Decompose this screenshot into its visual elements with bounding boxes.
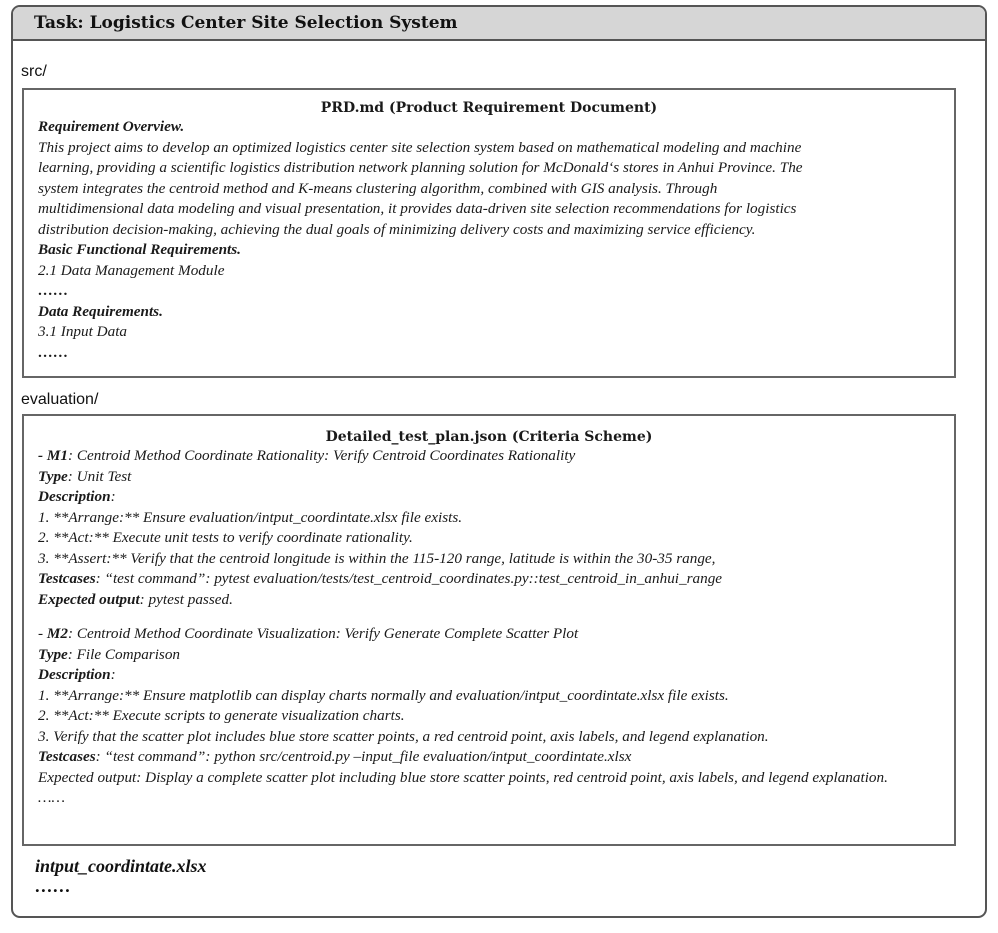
m2-testcases (38, 747, 940, 768)
type-value: : Unit Test (67, 467, 132, 485)
m1-summary: : Centroid Method Coordinate Rationality: Verify Centroid Coordinates Rationality (67, 447, 576, 464)
overview-heading: Requirement Overview. (38, 118, 185, 135)
m1-expected (38, 590, 940, 611)
m2-type (38, 645, 940, 666)
m1-header (38, 446, 940, 467)
overview-line: distribution decision-making, achieving the dual goals of minimizing delivery costs and maximizing service efficiency. (38, 220, 756, 238)
description-label: Description (38, 666, 111, 683)
testcases-value: : “test command”: python src/centroid.py –input_file evaluation/intput_coordintate.xlsx (95, 748, 632, 765)
m1-testcases (38, 569, 940, 590)
src-folder-label: src/ (21, 63, 47, 80)
testcases-label: Testcases (38, 570, 96, 587)
colon: : (110, 666, 116, 683)
task-title: Task: Logistics Center Site Selection System (13, 7, 985, 41)
input-file-name: intput_coordintate.xlsx (35, 856, 207, 876)
overview-line: multidimensional data modeling and visual presentation, it provides data-driven site selection recommendations for logistics (38, 200, 797, 217)
m1-id: M1 (46, 447, 68, 464)
m2-expected: Expected output: Display a complete scatter plot including blue store scatter points, red centroid point, axis labels, and legend explanation. (38, 768, 888, 786)
type-label: Type (38, 467, 68, 485)
m1-type (38, 467, 940, 488)
test-plan-box (22, 414, 956, 846)
functional-heading: Basic Functional Requirements. (38, 241, 241, 258)
m2-id: M2 (46, 625, 68, 642)
m2-description-heading (38, 665, 940, 686)
type-label: Type (38, 645, 68, 663)
m2-header (38, 624, 940, 645)
functional-item: 2.1 Data Management Module (38, 261, 225, 279)
prd-document-box (22, 88, 956, 378)
ellipsis: …… (38, 789, 66, 806)
testcases-value: : “test command”: pytest evaluation/tests/test_centroid_coordinates.py::test_centroid_in_anhui_range (95, 570, 723, 587)
data-heading: Data Requirements. (38, 302, 163, 320)
colon: : (110, 488, 116, 505)
test-plan-title: Detailed_test_plan.json (Criteria Scheme) (325, 429, 653, 445)
evaluation-folder-label: evaluation/ (21, 391, 99, 408)
m2-step: 1. **Arrange:** Ensure matplotlib can display charts normally and evaluation/intput_coordintate.xlsx file exists. (38, 686, 729, 704)
m1-step: 2. **Act:** Execute unit tests to verify coordinate rationality. (38, 529, 413, 546)
expected-label: Expected output (38, 590, 140, 608)
data-item: 3.1 Input Data (38, 323, 128, 340)
m1-step: 3. **Assert:** Verify that the centroid longitude is within the 115-120 range, latitude is within the 30-35 range, (38, 549, 716, 567)
m2-step: 2. **Act:** Execute scripts to generate visualization charts. (38, 707, 405, 724)
m1-prefix: - (38, 447, 47, 464)
overview-line: This project aims to develop an optimized logistics center site selection system based on mathematical modeling and machine (38, 138, 802, 156)
type-value: : File Comparison (67, 645, 181, 663)
description-label: Description (38, 488, 111, 505)
m2-summary: : Centroid Method Coordinate Visualization: Verify Generate Complete Scatter Plot (67, 625, 579, 642)
prd-title: PRD.md (Product Requirement Document) (320, 100, 658, 116)
overview-line: system integrates the centroid method and K-means clustering algorithm, combined with GIS analysis. Through (38, 179, 718, 197)
ellipsis: …… (38, 343, 69, 361)
footer-ellipsis: …… (35, 876, 71, 896)
ellipsis: …… (38, 282, 69, 299)
m1-description-heading (38, 487, 940, 508)
m2-step: 3. Verify that the scatter plot includes blue store scatter points, a red centroid point, axis labels, and legend explanation. (38, 727, 769, 745)
m1-step: 1. **Arrange:** Ensure evaluation/intput_coordintate.xlsx file exists. (38, 508, 463, 526)
testcases-label: Testcases (38, 748, 96, 765)
m2-prefix: - (38, 625, 47, 642)
overview-line: learning, providing a scientific logistics distribution network planning solution for McDonald‘s stores in Anhui Province. The (38, 159, 803, 176)
expected-value: : pytest passed. (139, 590, 233, 608)
